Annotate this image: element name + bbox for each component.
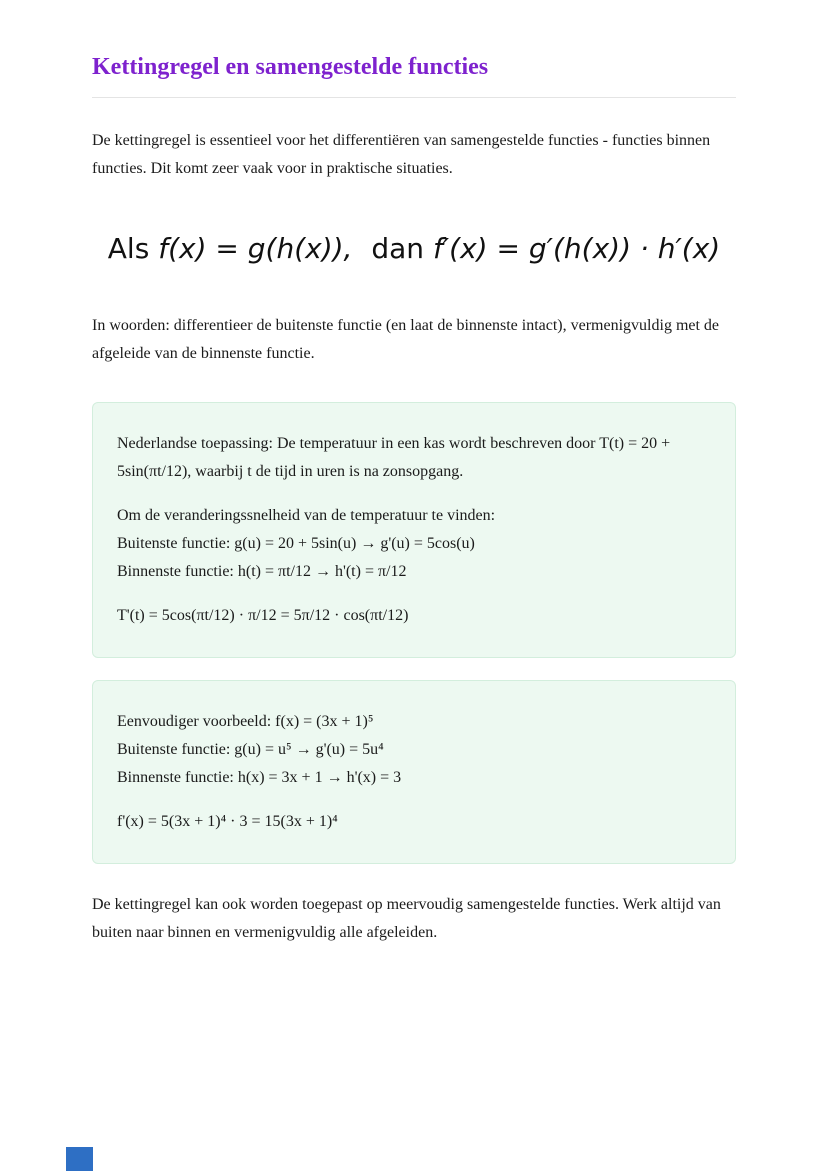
steps-block [117, 502, 711, 586]
outer-function-line: Buitenste functie: g(u) = u⁵ → g'(u) = 5u⁴ [117, 741, 384, 758]
formula-word-als: Als [107, 232, 150, 265]
result-line: f'(x) = 5(3x + 1)⁴ · 3 = 15(3x + 1)⁴ [117, 813, 338, 830]
formula-expression-2: f′(x) = g′(h(x)) · h′(x) [432, 232, 721, 265]
chain-rule-formula [92, 232, 736, 265]
application-text: Nederlandse toepassing: De temperatuur in een kas wordt beschreven door T(t) = 20 + 5sin(πt/12), waarbij t de tijd in uren is na zonsopgang. [117, 435, 671, 480]
title-divider [92, 97, 736, 98]
outer-function-line: Buitenste functie: g(u) = 20 + 5sin(u) → g'(u) = 5cos(u) [117, 535, 475, 552]
formula-word-dan: dan [371, 232, 425, 265]
steps-block [117, 708, 711, 792]
intro-paragraph: De kettingregel is essentieel voor het differentiëren van samengestelde functies - functies binnen functies. Dit komt zeer vaak voor in praktische situaties. [92, 132, 711, 177]
example-box-temperature [92, 402, 736, 658]
in-words-paragraph: In woorden: differentieer de buitenste functie (en laat de binnenste intact), vermenigvuldig met de afgeleide van de binnenste functie. [92, 317, 720, 362]
outro-paragraph: De kettingregel kan ook worden toegepast op meervoudig samengestelde functies. Werk altijd van buiten naar binnen en vermenigvuldig alle afgeleiden. [92, 896, 721, 941]
result-line: T'(t) = 5cos(πt/12) · π/12 = 5π/12 · cos(πt/12) [117, 607, 409, 624]
inner-function-line: Binnenste functie: h(t) = πt/12 → h'(t) = π/12 [117, 563, 407, 580]
document-page [92, 0, 736, 947]
example-box-simple [92, 680, 736, 864]
example-line: Eenvoudiger voorbeeld: f(x) = (3x + 1)⁵ [117, 713, 374, 730]
formula-expression-1: f(x) = g(h(x)), [158, 232, 353, 265]
steps-intro-line: Om de veranderingssnelheid van de temperatuur te vinden: [117, 507, 496, 524]
page-title: Kettingregel en samengestelde functies [92, 54, 489, 80]
footer-logo-square [66, 1147, 93, 1171]
inner-function-line: Binnenste functie: h(x) = 3x + 1 → h'(x) = 3 [117, 769, 402, 786]
